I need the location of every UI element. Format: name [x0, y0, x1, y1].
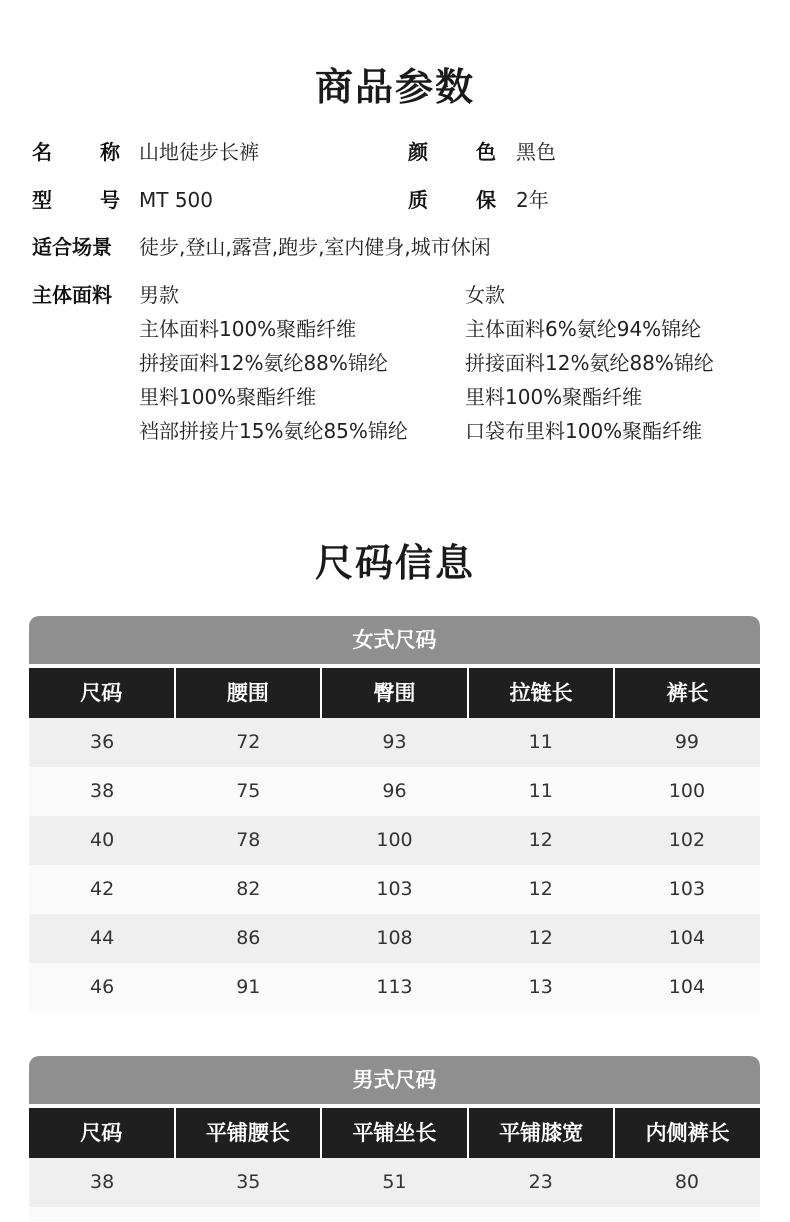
- women-table-title: 女式尺码: [29, 616, 760, 664]
- label-warranty: [408, 185, 496, 215]
- women-size-table: [29, 616, 760, 1012]
- table-cell: 23: [528, 1171, 553, 1193]
- women-material-header: 女款: [465, 283, 505, 307]
- table-row: [29, 914, 760, 963]
- table-cell: 42: [90, 878, 115, 900]
- label-name: [32, 137, 120, 167]
- table-cell: 46: [90, 976, 115, 998]
- label-material: 主体面料: [32, 283, 112, 307]
- men-col-header: 尺码: [29, 1108, 176, 1158]
- param-row-material: [0, 280, 790, 310]
- table-cell: 82: [236, 878, 261, 900]
- table-cell: 100: [376, 829, 413, 851]
- men-material-line: 里料100%聚酯纤维: [139, 385, 317, 409]
- table-row: [29, 1158, 760, 1207]
- women-col-header: 臀围: [322, 668, 469, 718]
- param-row-scene: [0, 232, 790, 262]
- label-color: [408, 137, 496, 167]
- table-row: [29, 767, 760, 816]
- params-title: 商品参数: [314, 65, 475, 109]
- table-cell: 93: [382, 731, 407, 753]
- men-table-header-row: [29, 1108, 760, 1158]
- table-cell: 13: [528, 976, 553, 998]
- value-scene: 徒步,登山,露营,跑步,室内健身,城市休闲: [139, 235, 491, 259]
- table-cell: 100: [668, 780, 706, 802]
- table-cell: 35: [236, 1171, 261, 1193]
- label-name-char-1: 名: [32, 140, 52, 164]
- men-material-line: 主体面料100%聚酯纤维: [139, 317, 357, 341]
- label-model-char-1: 型: [32, 188, 52, 212]
- table-row: [29, 963, 760, 1012]
- men-material-line: 裆部拼接片15%氨纶85%锦纶: [139, 419, 408, 443]
- men-col-header: 平铺膝宽: [469, 1108, 616, 1158]
- table-cell: 38: [90, 780, 115, 802]
- table-cell: 44: [90, 927, 115, 949]
- table-cell: 12: [528, 829, 553, 851]
- value-warranty: 2年: [516, 188, 549, 212]
- table-cell: 72: [236, 731, 261, 753]
- table-cell: 86: [236, 927, 261, 949]
- table-cell: 38: [90, 1171, 115, 1193]
- table-row-partial: [29, 1207, 760, 1221]
- men-material-line: 拼接面料12%氨纶88%锦纶: [139, 351, 388, 375]
- table-cell: 75: [236, 780, 261, 802]
- women-material-line: 主体面料6%氨纶94%锦纶: [465, 317, 702, 341]
- param-row-model-warranty: [0, 185, 790, 215]
- table-cell: 104: [668, 976, 706, 998]
- value-color: 黑色: [516, 140, 556, 164]
- label-scene: 适合场景: [32, 235, 112, 259]
- women-col-header: 腰围: [176, 668, 323, 718]
- table-cell: 99: [674, 731, 699, 753]
- value-name: 山地徒步长裤: [139, 140, 259, 164]
- women-material-line: 拼接面料12%氨纶88%锦纶: [465, 351, 714, 375]
- table-cell: 78: [236, 829, 261, 851]
- size-title: 尺码信息: [314, 541, 475, 585]
- table-cell: 96: [382, 780, 407, 802]
- label-name-char-2: 称: [100, 140, 120, 164]
- label-color-char-2: 色: [476, 140, 496, 164]
- table-cell: 104: [668, 927, 706, 949]
- table-cell: 36: [90, 731, 115, 753]
- men-col-header: 平铺腰长: [176, 1108, 323, 1158]
- women-material-line: 里料100%聚酯纤维: [465, 385, 643, 409]
- table-cell: 108: [376, 927, 413, 949]
- men-col-header: 平铺坐长: [322, 1108, 469, 1158]
- men-col-header: 内侧裤长: [645, 1121, 730, 1145]
- women-col-header: 拉链长: [469, 668, 616, 718]
- label-warranty-char-2: 保: [476, 188, 496, 212]
- table-cell: 103: [668, 878, 706, 900]
- table-row: [29, 816, 760, 865]
- men-material-header: 男款: [139, 283, 179, 307]
- label-warranty-char-1: 质: [408, 188, 428, 212]
- label-color-char-1: 颜: [408, 140, 428, 164]
- table-cell: 11: [528, 780, 553, 802]
- label-model: [32, 185, 120, 215]
- table-cell: 12: [528, 927, 553, 949]
- table-row: [29, 718, 760, 767]
- table-cell: 103: [376, 878, 413, 900]
- men-size-table: [29, 1056, 760, 1221]
- param-row-name-color: [0, 137, 790, 167]
- label-model-char-2: 号: [100, 188, 120, 212]
- table-cell: 102: [668, 829, 706, 851]
- table-cell: 113: [376, 976, 413, 998]
- women-table-header-row: [29, 668, 760, 718]
- table-cell: 91: [236, 976, 261, 998]
- women-material-line: 口袋布里料100%聚酯纤维: [465, 419, 703, 443]
- table-row: [29, 865, 760, 914]
- value-model: MT 500: [139, 188, 214, 212]
- table-cell: 40: [90, 829, 115, 851]
- table-cell: 80: [674, 1171, 699, 1193]
- table-cell: 12: [528, 878, 553, 900]
- table-cell: 51: [382, 1171, 407, 1193]
- women-col-header: 尺码: [29, 668, 176, 718]
- men-table-title: 男式尺码: [29, 1056, 760, 1104]
- table-cell: 11: [528, 731, 553, 753]
- women-col-header: 裤长: [666, 681, 709, 705]
